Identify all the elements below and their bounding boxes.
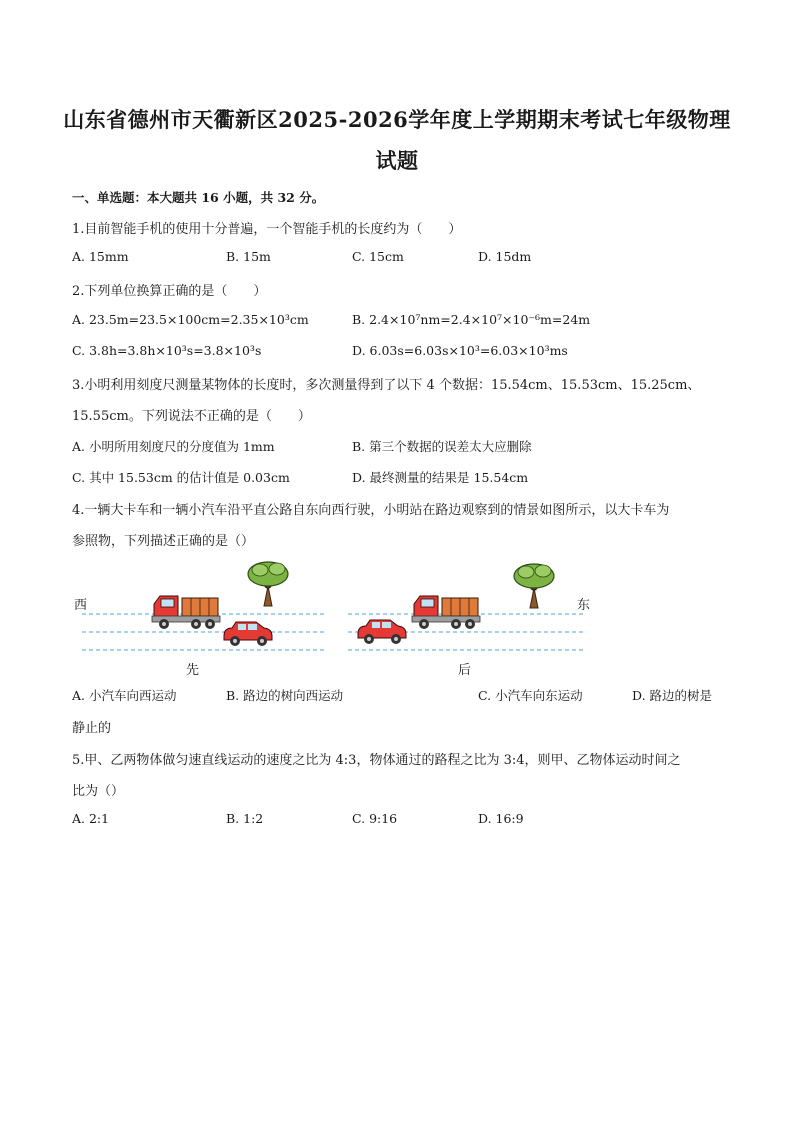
- tree-icon: [248, 562, 288, 606]
- question-3-option-d: D. 最终测量的结果是 15.54cm: [352, 470, 529, 485]
- question-1-option-a: A. 15mm: [72, 249, 129, 264]
- exam-title-line1: 山东省德州市天衢新区2025-2026学年度上学期期末考试七年级物理: [63, 107, 731, 132]
- question-2-option-c: C. 3.8h=3.8h×10³s=3.8×10³s: [72, 343, 262, 358]
- question-4-option-d: D. 路边的树是: [632, 688, 713, 703]
- label-east: 东: [577, 598, 591, 613]
- question-5-option-b: B. 1:2: [226, 811, 264, 826]
- question-3-option-a: A. 小明所用刻度尺的分度值为 1mm: [72, 439, 275, 454]
- question-2-option-d: D. 6.03s=6.03s×10³=6.03×10³ms: [352, 343, 568, 358]
- truck-icon: [152, 596, 220, 629]
- question-4-option-a: A. 小汽车向西运动: [72, 688, 177, 703]
- question-4-option-d-continued: 静止的: [72, 721, 112, 736]
- question-2-stem: 2.下列单位换算正确的是（ ）: [72, 284, 267, 299]
- question-4-stem-line1: 4.一辆大卡车和一辆小汽车沿平直公路自东向西行驶，小明站在路边观察到的情景如图所示，以大卡车为: [72, 503, 670, 518]
- label-before: 先: [186, 663, 200, 678]
- question-1-option-b: B. 15m: [226, 249, 271, 264]
- question-4-option-b: B. 路边的树向西运动: [226, 688, 344, 703]
- question-2-option-a: A. 23.5m=23.5×100cm=2.35×10³cm: [72, 312, 309, 327]
- question-3-option-b: B. 第三个数据的误差太大应删除: [352, 439, 532, 454]
- label-west: 西: [74, 598, 88, 613]
- question-1-option-d: D. 15dm: [478, 249, 532, 264]
- truck-icon: [412, 596, 480, 629]
- section-heading: 一、单选题：本大题共 16 小题，共 32 分。: [72, 190, 325, 205]
- question-5-stem-line2: 比为（）: [72, 784, 125, 799]
- car-icon: [358, 620, 406, 644]
- question-5-option-c: C. 9:16: [352, 811, 398, 826]
- tree-icon: [514, 564, 554, 608]
- question-5-option-a: A. 2:1: [72, 811, 110, 826]
- question-5-option-d: D. 16:9: [478, 811, 524, 826]
- car-icon: [224, 622, 272, 646]
- question-3-stem-line2: 15.55cm。下列说法不正确的是（ ）: [72, 409, 311, 424]
- question-4-option-c: C. 小汽车向东运动: [478, 688, 583, 703]
- question-5-stem-line1: 5.甲、乙两物体做匀速直线运动的速度之比为 4:3，物体通过的路程之比为 3:4，则甲、乙物体运动时间之: [72, 753, 681, 768]
- exam-title-line2: 试题: [375, 148, 419, 173]
- question-2-option-b: B. 2.4×10⁷nm=2.4×10⁷×10⁻⁶m=24m: [352, 312, 591, 327]
- question-1-stem: 1.目前智能手机的使用十分普遍，一个智能手机的长度约为（ ）: [72, 222, 462, 237]
- question-4-stem-line2: 参照物，下列描述正确的是（）: [72, 534, 255, 549]
- question-1-option-c: C. 15cm: [352, 249, 404, 264]
- question-3-option-c: C. 其中 15.53cm 的估计值是 0.03cm: [72, 470, 290, 485]
- road-scene-illustration: [70, 556, 730, 678]
- question-3-stem-line1: 3.小明利用刻度尺测量某物体的长度时，多次测量得到了以下 4 个数据：15.54cm、15.53cm、15.25cm、: [72, 378, 701, 393]
- question-4-figure: [70, 556, 730, 678]
- label-after: 后: [458, 663, 472, 678]
